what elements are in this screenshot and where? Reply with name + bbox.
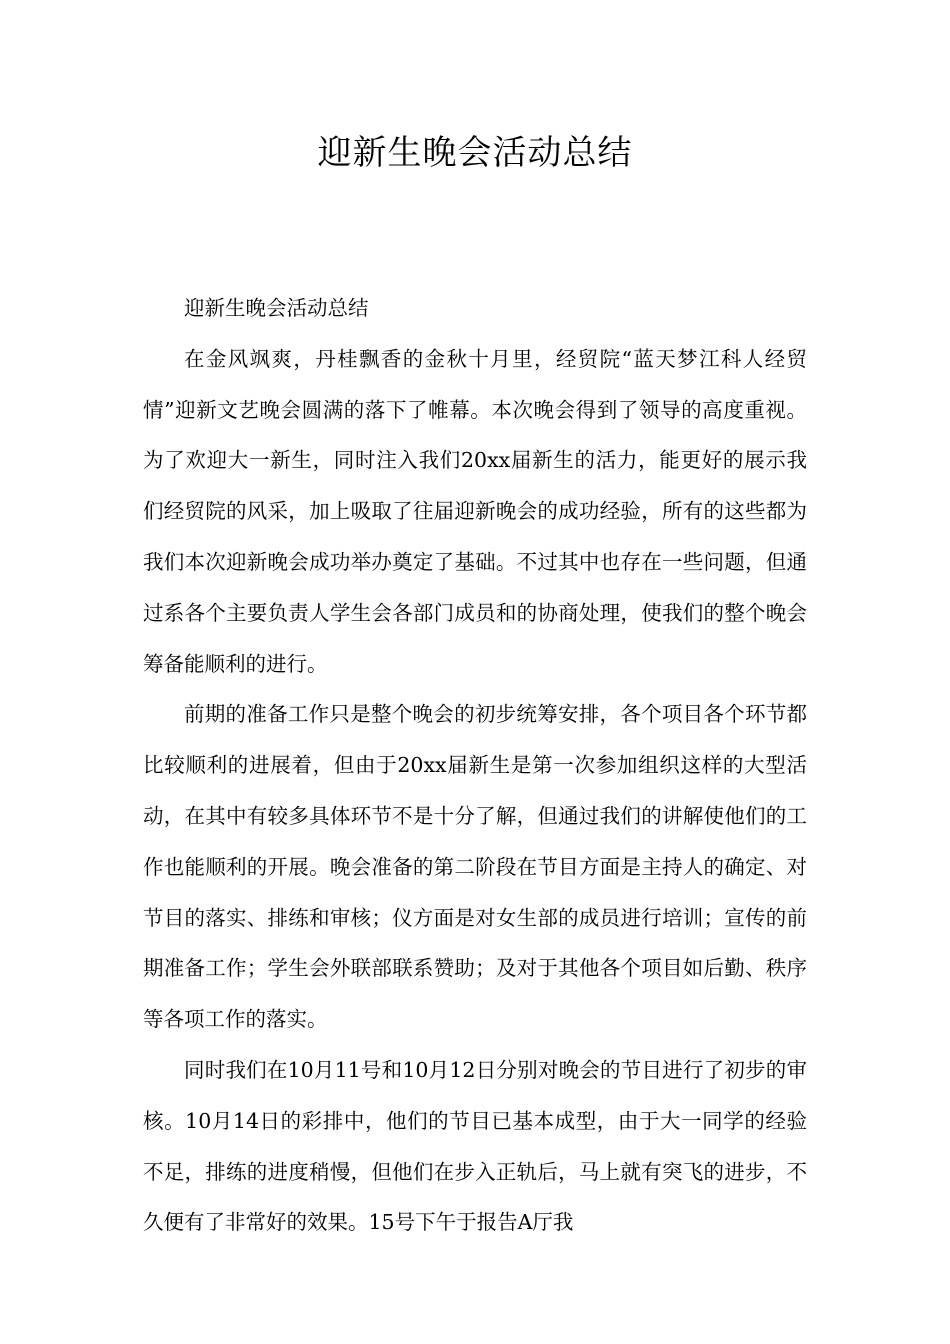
- document-body: [143, 283, 807, 1248]
- paragraph-3: 同时我们在10月11号和10月12日分别对晚会的节目进行了初步的审核。10月14日的彩排中，他们的节目已基本成型，由于大一同学的经验不足，排练的进度稍慢，但他们在步入正轨后，马上就有突飞的进步，不久便有了非常好的效果。15号下午于报告A厅我: [143, 1057, 807, 1235]
- document-title: 迎新生晚会活动总结: [317, 133, 633, 173]
- paragraph-1: 在金风飒爽，丹桂飘香的金秋十月里，经贸院“蓝天梦江科人经贸情”迎新文艺晚会圆满的落下了帷幕。本次晚会得到了领导的高度重视。为了欢迎大一新生，同时注入我们20xx届新生的活力，能更好的展示我们经贸院的风采，加上吸取了往届迎新晚会的成功经验，所有的这些都为我们本次迎新晚会成功举办奠定了基础。不过其中也存在一些问题，但通过系各个主要负责人学生会各部门成员和的协商处理，使我们的整个晚会筹备能顺利的进行。: [143, 346, 807, 676]
- paragraph-2: 前期的准备工作只是整个晚会的初步统筹安排，各个项目各个环节都比较顺利的进展着，但由于20xx届新生是第一次参加组织这样的大型活动，在其中有较多具体环节不是十分了解，但通过我们的讲解使他们的工作也能顺利的开展。晚会准备的第二阶段在节目方面是主持人的确定、对节目的落实、排练和审核；仪方面是对女生部的成员进行培训；宣传的前期准备工作；学生会外联部联系赞助；及对于其他各个项目如后勤、秩序等各项工作的落实。: [143, 702, 807, 1032]
- paragraph-subtitle: 迎新生晚会活动总结: [184, 296, 369, 320]
